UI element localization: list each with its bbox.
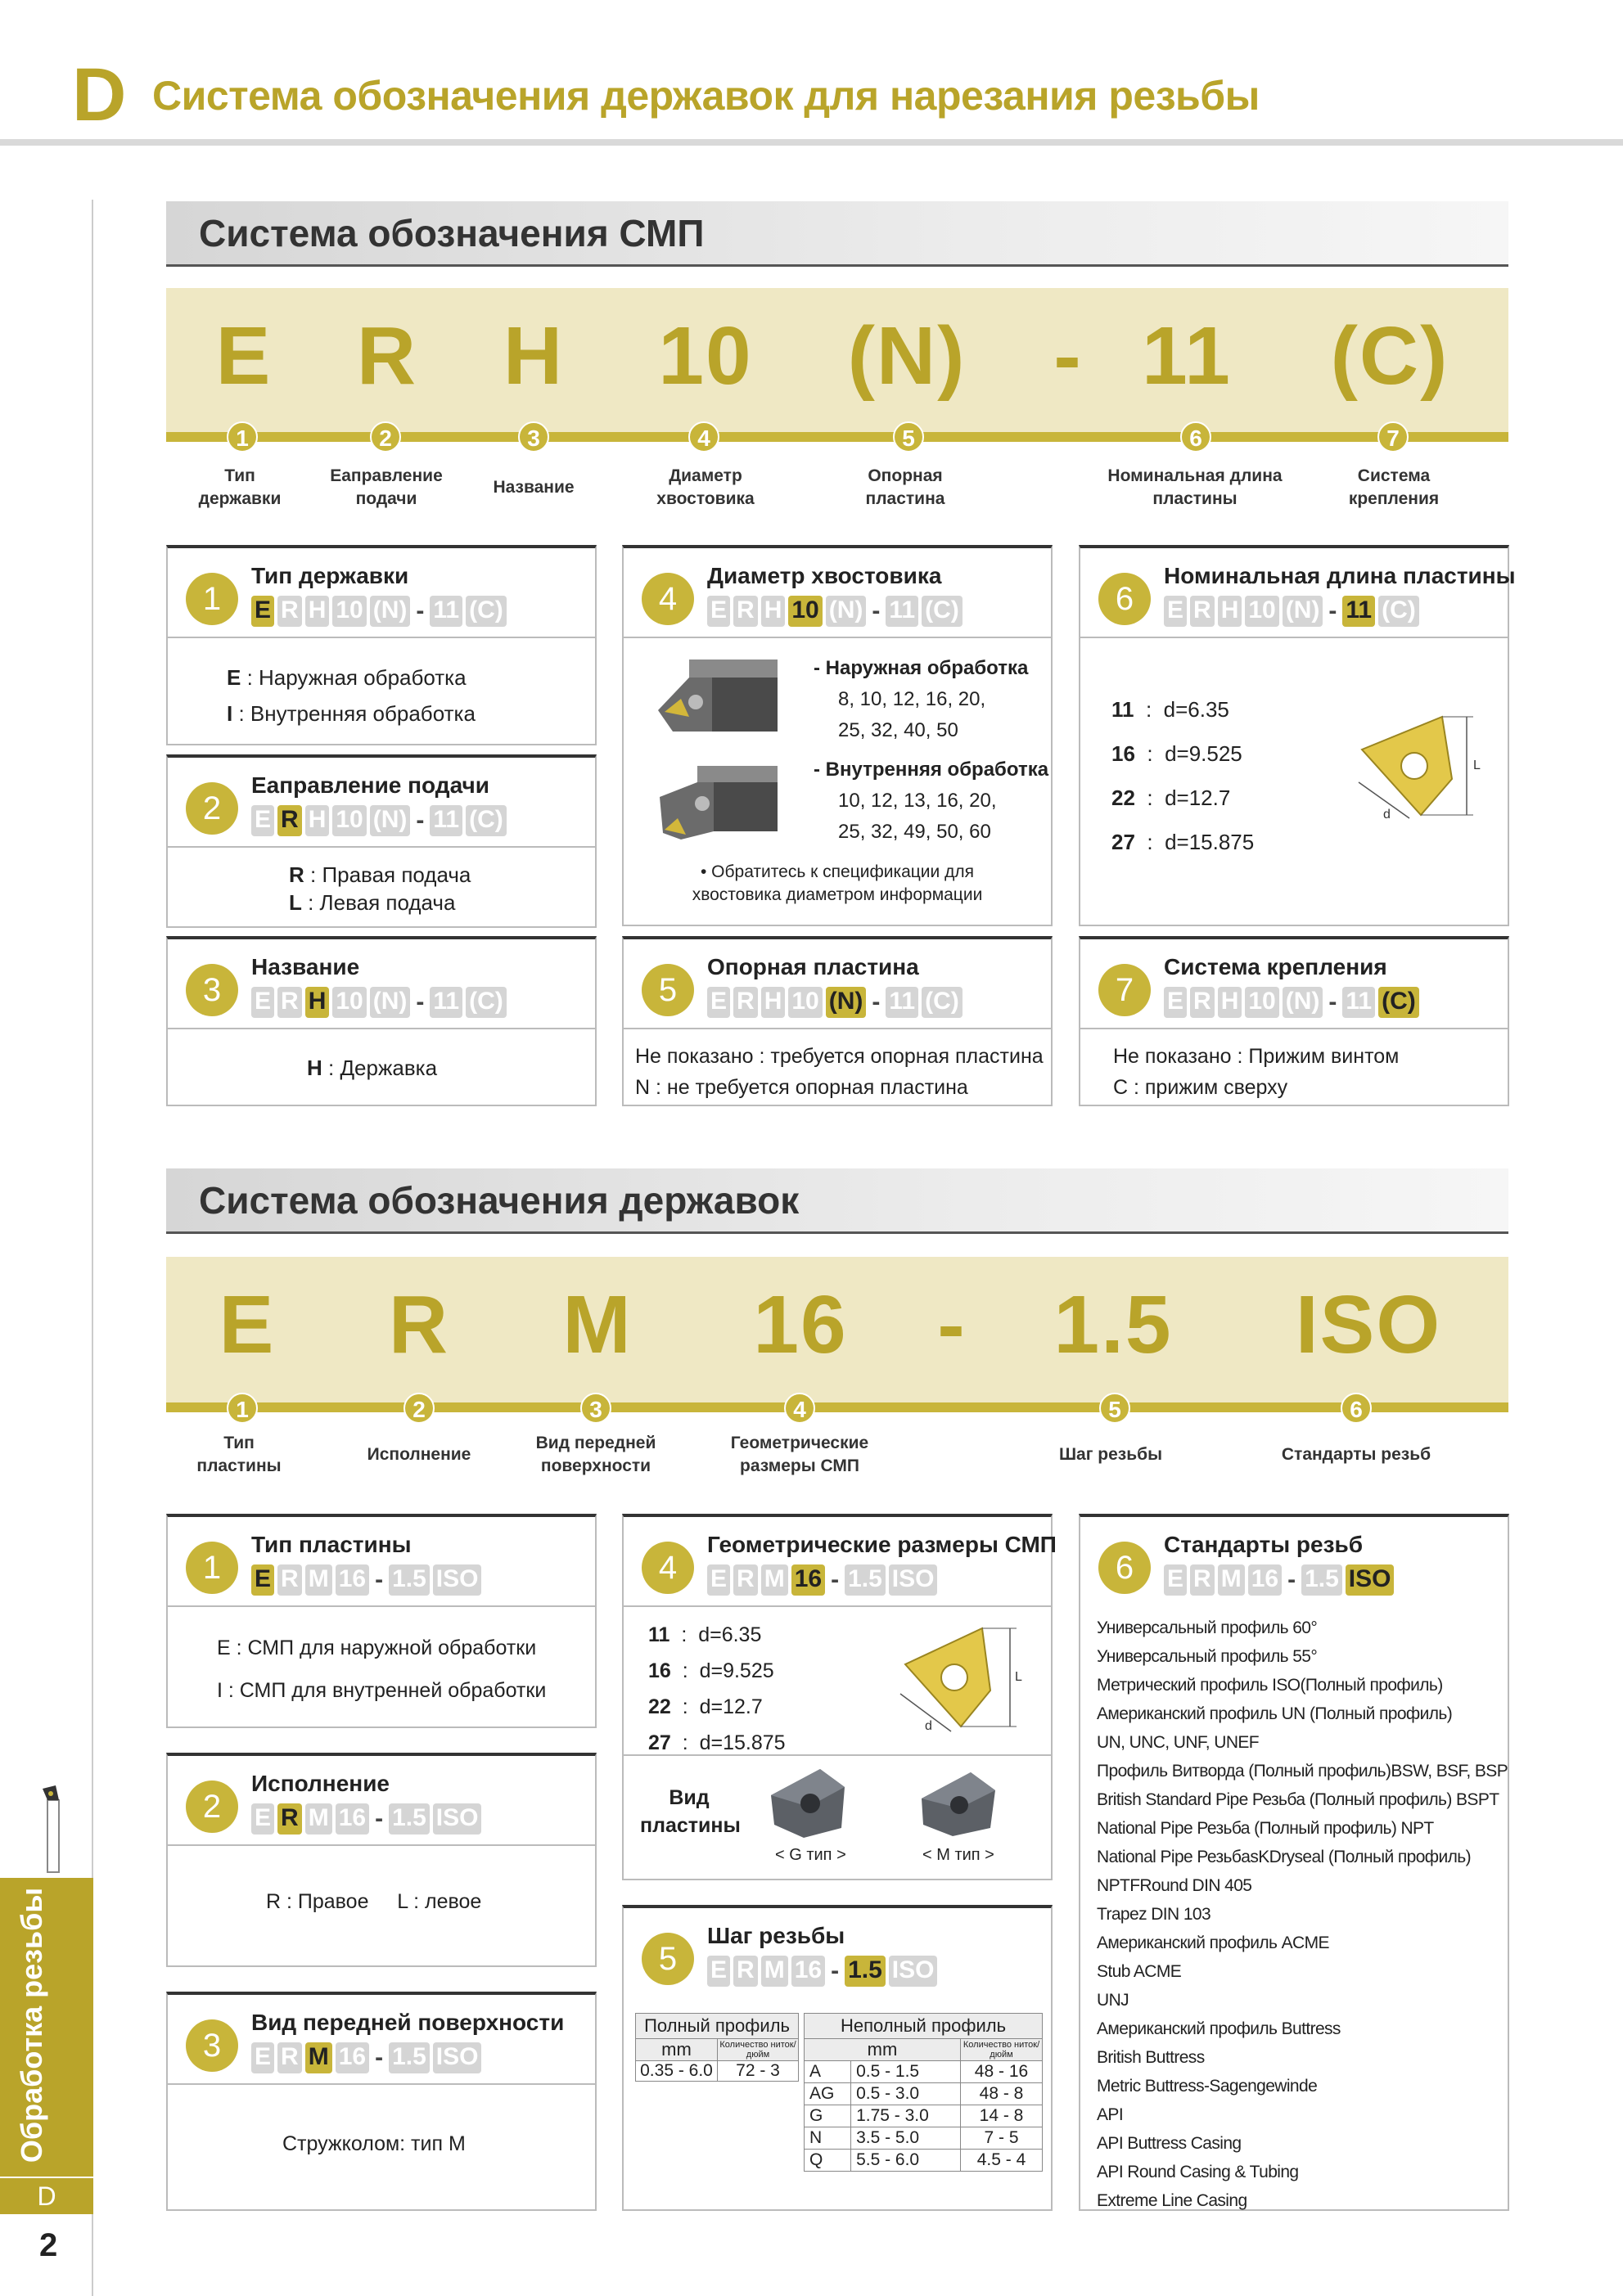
g-type-insert-image (763, 1763, 861, 1844)
pitch-row: AG 0.5 - 3.0 48 - 8 (805, 2083, 1043, 2105)
card-title: Опорная пластина (707, 954, 919, 979)
section-letter: D (72, 53, 127, 137)
code-letter-5: 1.5 (1053, 1279, 1173, 1371)
external-title: - Наружная обработка (814, 657, 1029, 679)
chipbreaker-text: Стружколом: тип M (282, 2132, 466, 2155)
card-insert-length: 6 Номинальная длина пластины E R H 10 (N) - 11 (C) 11 : d=6.35 16 : d=9.525 22 : d=12.7 27 : d=15.875 L d (1079, 545, 1509, 926)
line-e: E : Наружная обработка (227, 665, 467, 690)
thread-standards-list (1097, 1614, 1508, 2215)
qty-header: Количество ниток/дюйм (718, 2039, 799, 2061)
thread-standard-item: Американский профиль ACME (1097, 1934, 1329, 1952)
code-letter-4: 10 (658, 310, 753, 402)
thread-standard-item: NPTFRound DIN 405 (1097, 1876, 1252, 1895)
sidebar-tab-threading[interactable] (0, 1878, 93, 2177)
code-num-1: 1 (227, 1393, 258, 1424)
card-title: Исполнение (251, 1771, 390, 1796)
code-num-4: 4 (688, 421, 719, 452)
card-title: Тип державки (251, 563, 409, 588)
g-type-label: < G тип > (775, 1846, 846, 1864)
execution-right: R : Правое (266, 1890, 369, 1913)
dim-l-label: L (1015, 1670, 1022, 1684)
code-label-5: Опорная пластина (865, 466, 945, 508)
code-chips: E R M 16 - 1.5 ISO (707, 1564, 937, 1596)
insert-type-line-1: E : СМП для наружной обработки (217, 1636, 537, 1659)
insert-type-line-2: I : СМП для внутренней обработки (217, 1679, 547, 1702)
threading-tool-icon (33, 1784, 74, 1874)
thread-standard-item: Американский профиль UN (Полный профиль) (1097, 1704, 1453, 1723)
full-profile-tpi: 72 - 3 (718, 2061, 799, 2082)
card-title: Название (251, 954, 360, 979)
card-title: Шаг резьбы (707, 1923, 845, 1948)
thread-standard-item: National Pipe РезьбasKDryseal (Полный профиль) (1097, 1848, 1471, 1866)
card-insert-type: 1 Тип пластины E R M 16 - 1.5 ISO E : СМП для наружной обработки I : СМП для внутренней обработки (166, 1514, 597, 1728)
code-chips: E R H 10 (N) - 11 (C) (1164, 596, 1419, 627)
thread-standard-item: British Standard Pipe Резьба (Полный профиль) BSPT (1097, 1790, 1499, 1809)
dim-d-label: d (925, 1719, 932, 1733)
thread-standard-item: UNJ (1097, 1991, 1129, 2010)
thread-standard-item: Профиль Витворда (Полный профиль)BSW, BSF, BSP (1097, 1762, 1508, 1781)
code-label-3: Вид передней поверхности (535, 1434, 656, 1475)
page-title: Система обозначения державок для нарезания резьбы (152, 73, 1260, 119)
code-underline (166, 432, 1508, 442)
m-type-insert-image (910, 1763, 1008, 1844)
code-label-4: Диаметр хвостовика (656, 466, 755, 508)
code-chips: E R M 16 - 1.5 ISO (251, 2042, 481, 2073)
code-label-2: Исполнение (367, 1445, 471, 1464)
pitch-row: G 1.75 - 3.0 14 - 8 (805, 2105, 1043, 2127)
card-clamping-system: 7 Система крепления E R H 10 (N) - 11 (C) Не показано : Прижим винтом C : прижим сверху (1079, 936, 1509, 1106)
code-chips: E R H 10 (N) - 11 (C) (1164, 987, 1419, 1018)
code-label-1: Тип державки (198, 466, 282, 508)
geo-row: 27 : d=15.875 (648, 1731, 786, 1754)
code-label-3: Название (493, 478, 575, 497)
code-num-2: 2 (370, 421, 401, 452)
code-num-6: 6 (1180, 421, 1211, 452)
insert-section-title: Система обозначения СМП (199, 212, 705, 254)
thread-standard-item: Американский профиль Buttress (1097, 2019, 1341, 2038)
code-chips: E R M 16 - 1.5 ISO (251, 1803, 481, 1835)
m-type-label: < M тип > (922, 1846, 994, 1864)
note-line-2: хвостовика диаметром информации (692, 885, 983, 904)
card-title: Тип пластины (251, 1532, 412, 1557)
clamp-line-2: C : прижим сверху (1113, 1076, 1288, 1099)
code-letter-1: E (215, 310, 273, 402)
card-thread-pitch: 5 Шаг резьбы E R M 16 - 1.5 ISO Полный профиль mm Количество ниток/дюйм 0.35 - 6.0 72 - 3 Неполный профиль mm Количество ниток/дюйм A 0.5 - 1.5 48 - 16 AG 0.5 - 3.0 48 - 8 G 1.75 - 3.0 14 - 8 N 3.5 - 5.0 7 - 5 Q 5.5 - 6.0 4.5 - 4 (622, 1905, 1053, 2211)
card-rake-face: 3 Вид передней поверхности E R M 16 - 1.5 ISO Стружколом: тип M (166, 1992, 597, 2211)
thread-standard-item: British Buttress (1097, 2048, 1205, 2067)
external-values-2: 25, 32, 40, 50 (838, 719, 958, 741)
code-chips: E R H 10 (N) - 11 (C) (707, 987, 963, 1018)
pitch-row: Q 5.5 - 6.0 4.5 - 4 (805, 2150, 1043, 2172)
shim-line-2: N : не требуется опорная пластина (635, 1076, 968, 1099)
holder-section-header (166, 1168, 1508, 1234)
shim-line-1: Не показано : требуется опорная пластина (635, 1045, 1044, 1068)
code-dash: - (1053, 310, 1083, 402)
thread-standard-item: Универсальный профиль 55° (1097, 1647, 1318, 1666)
card-holder-type: 1 Тип державки E R H 10 (N) - 11 (C) E : Наружная обработка I : Внутренняя обработка (166, 545, 597, 745)
code-num-3: 3 (518, 421, 549, 452)
mm-header: mm (805, 2039, 961, 2061)
code-letter-6: 11 (1142, 310, 1232, 402)
len-row: 11 : d=6.35 (1111, 697, 1229, 722)
execution-left: L : левое (397, 1890, 482, 1913)
qty-header: Количество ниток/дюйм (961, 2039, 1043, 2061)
code-num-2: 2 (403, 1393, 435, 1424)
card-shim-plate: 5 Опорная пластина E R H 10 (N) - 11 (C) Не показано : требуется опорная пластина N : не требуется опорная пластина (622, 936, 1053, 1106)
thread-standard-item: National Pipe Резьба (Полный профиль) NPT (1097, 1819, 1434, 1838)
card-name: 3 Название E R H 10 (N) - 11 (C) H : Державка (166, 936, 597, 1106)
thread-standard-item: API (1097, 2105, 1124, 2124)
code-label-1: Тип пластины (196, 1434, 282, 1475)
insert-triangle-diagram (894, 1618, 1041, 1741)
sidebar-letter: D (0, 2177, 93, 2214)
card-title: Геометрические размеры СМП (707, 1532, 1057, 1557)
external-holder-image (656, 653, 779, 743)
line-i: I : Внутренняя обработка (227, 701, 476, 726)
thread-standard-item: API Buttress Casing (1097, 2134, 1242, 2153)
line-r: R : Правая подача (289, 862, 471, 887)
card-title: Еаправление подачи (251, 772, 489, 798)
len-row: 22 : d=12.7 (1111, 786, 1231, 810)
code-letter-4: 16 (753, 1279, 848, 1371)
code-label-5: Шаг резьбы (1058, 1445, 1163, 1464)
internal-values-2: 25, 32, 49, 50, 60 (838, 821, 991, 843)
code-chips: E R M 16 - 1.5 ISO (251, 1564, 481, 1596)
code-label-4: Геометрические размеры СМП (730, 1434, 869, 1475)
code-letter-2: R (388, 1279, 450, 1371)
partial-profile-table (804, 2013, 1043, 2172)
code-letter-7: (C) (1330, 310, 1449, 402)
code-num-1: 1 (227, 421, 258, 452)
code-num-6: 6 (1341, 1393, 1372, 1424)
thread-standard-item: Универсальный профиль 60° (1097, 1618, 1318, 1637)
holder-section-title: Система обозначения державок (199, 1179, 800, 1222)
code-num-3: 3 (580, 1393, 611, 1424)
code-chips: E R H 10 (N) - 11 (C) (251, 805, 507, 836)
full-profile-mm: 0.35 - 6.0 (636, 2061, 718, 2082)
card-execution: 2 Исполнение E R M 16 - 1.5 ISO R : Правое L : левое (166, 1753, 597, 1967)
code-num-4: 4 (784, 1393, 815, 1424)
card-title: Вид передней поверхности (251, 2010, 565, 2035)
thread-standard-item: Stub ACME (1097, 1962, 1182, 1981)
view-label: Вид пластины (640, 1786, 741, 1837)
thread-standard-item: Extreme Line Casing (1097, 2191, 1247, 2210)
len-row: 27 : d=15.875 (1111, 830, 1255, 854)
code-num-5: 5 (1099, 1393, 1130, 1424)
insert-triangle-diagram (1350, 704, 1498, 835)
line-l: L : Левая подача (289, 890, 456, 915)
code-letter-6: ISO (1295, 1279, 1442, 1371)
thread-standard-item: UN, UNC, UNF, UNEF (1097, 1733, 1260, 1752)
code-letter-3: H (503, 310, 565, 402)
thread-standard-item: Trapez DIN 103 (1097, 1905, 1211, 1924)
thread-standard-item: Metric Buttress-Sagengewinde (1097, 2077, 1318, 2096)
page-number: 2 (39, 2227, 58, 2263)
external-values: 8, 10, 12, 16, 20, (838, 688, 986, 710)
code-label-2: Еаправление подачи (330, 466, 443, 508)
code-label-6: Стандарты резьб (1281, 1445, 1431, 1464)
code-underline (166, 1402, 1508, 1412)
partial-profile-header: Неполный профиль (805, 2014, 1043, 2039)
internal-values: 10, 12, 13, 16, 20, (838, 790, 997, 812)
card-insert-geometry: 4 Геометрические размеры СМП E R M 16 - 1.5 ISO 11 : d=6.35 16 : d=9.525 22 : d=12.7 27 : d=15.875 L d Вид пластины < G тип > < M тип > (622, 1514, 1053, 1880)
note-line-1: • Обратитесь к спецификации для (700, 862, 974, 881)
code-label-7: Система крепления (1348, 466, 1440, 508)
pitch-row: A 0.5 - 1.5 48 - 16 (805, 2061, 1043, 2083)
card-feed-direction: 2 Еаправление подачи E R H 10 (N) - 11 (C) R : Правая подача L : Левая подача (166, 754, 597, 928)
code-letter-5: (N) (847, 310, 967, 402)
insert-section-header (166, 201, 1508, 267)
geo-row: 16 : d=9.525 (648, 1659, 774, 1682)
internal-title: - Внутренняя обработка (814, 759, 1049, 781)
code-chips: E R H 10 (N) - 11 (C) (707, 596, 963, 627)
card-title: Стандарты резьб (1164, 1532, 1364, 1557)
full-profile-table (635, 2013, 799, 2082)
mm-header: mm (636, 2039, 718, 2061)
card-shank-diameter: 4 Диаметр хвостовика E R H 10 (N) - 11 (C) - Наружная обработка 8, 10, 12, 16, 20, 25, 32, 40, 50 - Внутренняя обработка 10, 12, 13, 16, 20, 25, 32, 49, 50, 60 • Обратитесь к спецификации для хвостовика диаметром информации (622, 545, 1053, 926)
code-letter-3: M (562, 1279, 633, 1371)
len-row: 16 : d=9.525 (1111, 741, 1242, 766)
card-thread-standards: 6 Стандарты резьб E R M 16 - 1.5 ISO Универсальный профиль 60° Универсальный профиль 55° Метрический профиль ISO(Полный профиль) Американский профиль UN (Полный профиль) UN, UNC, UNF, UNEF Профиль Витворда (Полный профиль)BSW, BSF, BSP British Standard Pipe Резьба (Полный профиль) BSPT National Pipe Резьба (Полный профиль) NPT National Pipe РезьбasKDryseal (Полный профиль) NPTFRound DIN 405 Trapez DIN 103 Американский профиль ACME Stub ACME UNJ Американский профиль Buttress British Buttress Metric Buttress-Sagengewinde API API Buttress Casing API Round Casing & Tubing Extreme Line Casing (1079, 1514, 1509, 2211)
pitch-row: N 3.5 - 5.0 7 - 5 (805, 2127, 1043, 2150)
code-chips: E R M 16 - 1.5 ISO (1164, 1564, 1394, 1596)
dim-l-label: L (1473, 759, 1481, 772)
code-chips: E R M 16 - 1.5 ISO (707, 1956, 937, 1987)
code-dash: - (937, 1279, 967, 1371)
code-chips: E R H 10 (N) - 11 (C) (251, 987, 507, 1018)
code-num-5: 5 (893, 421, 924, 452)
internal-holder-image (656, 758, 779, 848)
line-h: H : Державка (307, 1056, 438, 1080)
code-label-6: Номинальная длина пластины (1107, 466, 1283, 508)
code-letter-1: E (219, 1279, 276, 1371)
thread-standard-item: Метрический профиль ISO(Полный профиль) (1097, 1676, 1443, 1695)
sidebar-tab-label: Обработка резьбы (15, 1887, 48, 2163)
clamp-line-1: Не показано : Прижим винтом (1113, 1045, 1400, 1068)
card-title: Система крепления (1164, 954, 1387, 979)
dim-d-label: d (1383, 808, 1391, 822)
code-num-7: 7 (1377, 421, 1409, 452)
geo-row: 11 : d=6.35 (648, 1623, 762, 1646)
header-divider (0, 139, 1623, 146)
code-chips: E R H 10 (N) - 11 (C) (251, 596, 507, 627)
card-title: Диаметр хвостовика (707, 563, 942, 588)
full-profile-header: Полный профиль (636, 2014, 799, 2039)
code-letter-2: R (356, 310, 418, 402)
thread-standard-item: API Round Casing & Tubing (1097, 2163, 1299, 2181)
card-title: Номинальная длина пластины (1164, 563, 1516, 588)
geo-row: 22 : d=12.7 (648, 1695, 763, 1718)
